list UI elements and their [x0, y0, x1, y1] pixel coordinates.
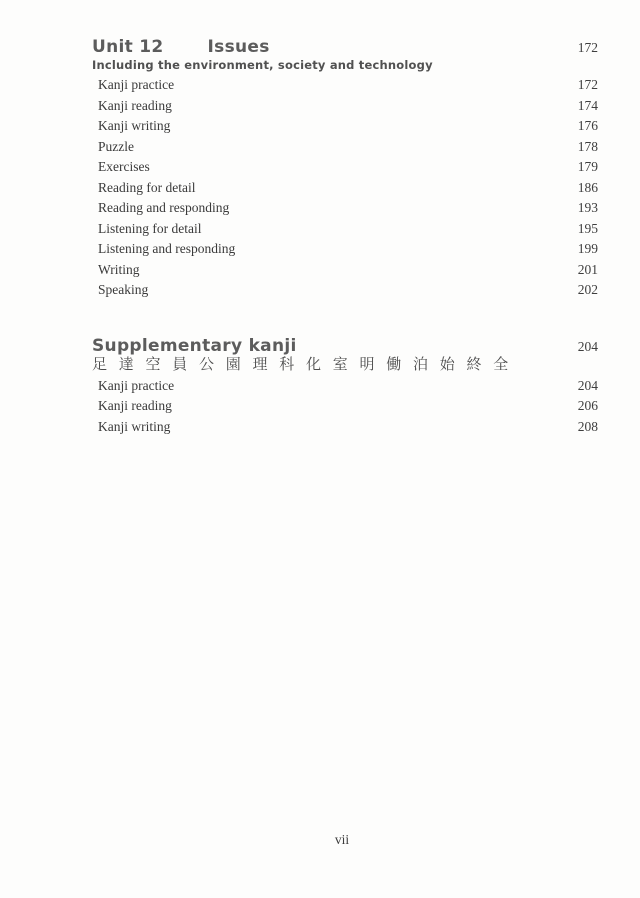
toc-entry-page: 186 — [577, 179, 598, 195]
toc-entry-label: Listening for detail — [98, 220, 202, 236]
toc-entry-page: 174 — [577, 97, 598, 113]
toc-row — [92, 262, 598, 283]
toc-row — [92, 398, 598, 419]
unit-12-heading-number: Unit 12 — [92, 37, 164, 57]
toc-entry-page: 172 — [577, 77, 598, 92]
toc-row — [92, 221, 598, 242]
toc-entry-label: Kanji practice — [98, 377, 175, 393]
toc-entry-label: Listening and responding — [98, 241, 236, 256]
unit-12-page-number: 172 — [577, 40, 598, 55]
toc-row — [92, 98, 598, 119]
toc-row — [92, 282, 598, 303]
toc-row — [92, 180, 598, 201]
toc-entry-page: 201 — [577, 261, 598, 277]
toc-content — [92, 38, 598, 439]
unit-12-heading — [92, 38, 270, 56]
toc-entry-page: 199 — [577, 241, 598, 256]
toc-row — [92, 200, 598, 221]
unit-12-heading-row — [92, 38, 598, 56]
toc-entry-label: Reading and responding — [98, 200, 230, 215]
footer-page-number: vii — [334, 832, 350, 847]
supplementary-heading: Supplementary kanji — [92, 335, 297, 356]
supplementary-kanji-list: 足 達 空 員 公 園 理 科 化 室 明 働 泊 始 終 全 — [92, 356, 513, 373]
toc-entry-label: Kanji writing — [98, 418, 171, 434]
toc-entry-label: Kanji reading — [98, 398, 172, 413]
supplementary-page-number: 204 — [577, 338, 598, 354]
toc-entry-label: Speaking — [98, 282, 149, 297]
toc-entry-page: 178 — [577, 138, 598, 154]
unit-12-section — [92, 38, 598, 303]
toc-entry-page: 202 — [577, 282, 598, 297]
toc-entry-page: 204 — [577, 377, 598, 393]
unit-12-heading-topic: Issues — [207, 37, 270, 57]
toc-row — [92, 139, 598, 160]
supplementary-heading-row — [92, 337, 598, 355]
toc-entry-page: 206 — [577, 398, 598, 413]
toc-entry-label: Kanji practice — [98, 77, 175, 92]
toc-entry-page: 208 — [577, 418, 598, 434]
toc-entry-label: Exercises — [98, 159, 150, 174]
toc-entry-label: Writing — [98, 261, 140, 277]
toc-row — [92, 378, 598, 399]
toc-entry-label: Puzzle — [98, 138, 134, 154]
toc-entry-label: Kanji reading — [98, 97, 172, 113]
supplementary-kanji-section — [92, 337, 598, 440]
toc-entry-page: 176 — [577, 118, 598, 133]
toc-row — [92, 419, 598, 440]
toc-entry-page: 195 — [577, 220, 598, 236]
unit-12-item-list — [92, 77, 598, 303]
toc-entry-page: 179 — [577, 159, 598, 174]
toc-entry-page: 193 — [577, 200, 598, 215]
supplementary-item-list — [92, 378, 598, 440]
unit-12-subtitle: Including the environment, society and technology — [92, 58, 433, 72]
toc-row — [92, 159, 598, 180]
toc-row — [92, 241, 598, 262]
toc-entry-label: Reading for detail — [98, 179, 196, 195]
toc-entry-label: Kanji writing — [98, 118, 171, 133]
toc-row — [92, 118, 598, 139]
toc-row — [92, 77, 598, 98]
